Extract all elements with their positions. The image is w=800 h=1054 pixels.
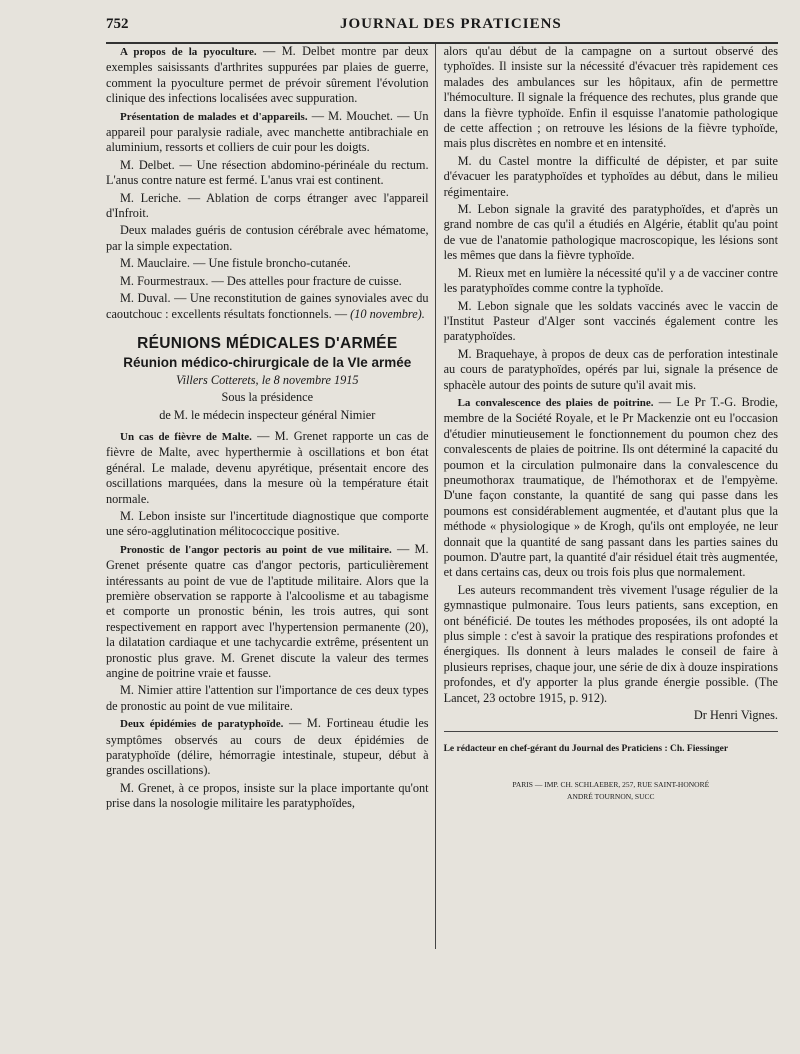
paragraph-text: — M. Delbet montre par deux exemples saisissants d'arthrites suppurées par plaies de guerre, comment la pyoculture permet de prévoir sûrement l'évolution clinique des infections localisées avec suppuration. bbox=[106, 44, 429, 106]
paragraph: M. Grenet, à ce propos, insiste sur la place importante qu'ont prise dans la nosologie militaire les paratyphoïdes, bbox=[106, 780, 429, 811]
paragraph-text: — M. Mouchet. — Un appareil pour paralysie radiale, avec manchette antibrachiale en aluminium, ressorts et colliers de cuir pour les doigts. bbox=[106, 108, 429, 155]
paragraph bbox=[106, 44, 429, 107]
paragraph-text: — Le Pr T.-G. Brodie, membre de la Société Royale, et le Pr Mackenzie ont eu l'occasion d'étudier minutieusement le fonctionnement du poumon chez des convalescents de plaies de poitrine. Ils ont déterminé la capacité du poumon et la circulation pulmonaire dans la convalescence du pneumothorax traumatique, de l'hémothorax et de l'empyème. D'une façon constante, la quantité de sang qui passe dans les poumons est considérablement augmentée, et d'autant plus que la méthode « physiologique » de Krogh, qu'ils ont employée, ne leur donnait que la quantité de sang passant dans les parties saines du poumon. D'autre part, la quantité d'air résiduel était très augmentée, et dans certains cas, deux ou trois fois plus que normalement. bbox=[443, 394, 778, 580]
printer-line: PARIS — IMP. CH. SCHLAEBER, 257, RUE SAINT-HONORÉ bbox=[512, 779, 710, 789]
page-header bbox=[90, 14, 778, 42]
section-title: RÉUNIONS MÉDICALES D'ARMÉE bbox=[137, 334, 398, 352]
signature: Dr Henri Vignes. bbox=[693, 708, 778, 723]
page-number: 752 bbox=[106, 16, 129, 32]
paragraph: M. Lebon signale la gravité des paratyphoïdes, et d'après un grand nombre de cas qu'il a étudiés en Algérie, établit qu'au point de vue de l'anatomie pathologique macroscopique, les lésions sont les mêmes que dans la fièvre typhoïde. bbox=[443, 202, 778, 263]
paragraph-lead: Pronostic de l'angor pectoris au point de vue militaire. bbox=[120, 543, 392, 556]
paragraph: M. Lebon insiste sur l'incertitude diagnostique que comporte une séro-agglutination mélitococcique positive. bbox=[106, 508, 429, 539]
left-column bbox=[106, 44, 435, 949]
paragraph: Les auteurs recommandent très vivement l'usage régulier de la gymnastique pulmonaire. Tous leurs patients, sans exception, en ont bénéficié. De toutes les méthodes proposées, ils ont adopté la plus simple : c'est à savoir la pratique des respirations profondes et énergiques. Ils donnent à leurs malades le conseil de faire à plusieurs reprises, chaque jour, une série de dix à douze inspirations profondes, et d'y apporter la plus grande énergie possible. (The Lancet, 23 octobre 1915, p. 912). bbox=[443, 582, 778, 705]
paragraph: alors qu'au début de la campagne on a surtout observé des typhoïdes. Il insiste sur la nécessité d'évacuer très rapidement ces malades des ambulances sur les hôpitaux, afin de permettre l'hémoculture. Il signale la fréquence des rechutes, plus grande que dans la fièvre typhoïde. Enfin il esquisse l'anatomie pathologique de cette affection ; on retrouve les lésions de la fièvre typhoïde, mais plus discrètes en nombre et en intensité. bbox=[443, 44, 778, 151]
paragraph bbox=[106, 109, 429, 156]
paragraph-lead: La convalescence des plaies de poitrine. bbox=[457, 396, 654, 409]
paragraph: M. du Castel montre la difficulté de dépister, et par suite d'évacuer les paratyphoïdes et typhoïdes au début, dans le milieu régimentaire. bbox=[443, 153, 778, 199]
editor-footnote: Le rédacteur en chef-gérant du Journal des Praticiens : Ch. Fiessinger bbox=[444, 731, 778, 757]
paragraph: M. Braquehaye, à propos de deux cas de perforation intestinale au cours de paratyphoïdes, opérés par lui, signale la présence de sphacèle autour des points de suture qu'il avait mis. bbox=[443, 346, 778, 392]
paragraph bbox=[106, 716, 429, 779]
presidence-line: de M. le médecin inspecteur général Nimier bbox=[159, 407, 376, 422]
right-column bbox=[436, 44, 778, 949]
paragraph-text: M. Duval. — Une reconstitution de gaines synoviales avec du caoutchouc : excellents résultats fonctionnels. — bbox=[106, 291, 429, 321]
paragraph: M. Rieux met en lumière la nécessité qu'il y a de vacciner contre les paratyphoïdes comme contre la typhoïde. bbox=[443, 265, 778, 296]
place-date: Villers Cotterets, le 8 novembre 1915 bbox=[175, 372, 359, 387]
paragraph-lead: Un cas de fièvre de Malte. bbox=[120, 430, 252, 443]
paragraph-text: — M. Grenet présente quatre cas d'angor pectoris, particulièrement intéressants au point de vue de l'aptitude militaire. Alors que la première observation se rapporte à l'alcoolisme et au tabagisme et comporte un pronostic bénin, les trois autres, qui sont respectivement en rapport avec l'hypertension permanente (20), la dilatation cardiaque et une tachycardie extrême, présentent un pronostic plus grave. M. Grenet discute la valeur des termes angine de poitrine vraie et fausse. bbox=[106, 541, 429, 681]
paragraph-text: — M. Grenet rapporte un cas de fièvre de Malte, avec hyperthermie à oscillations et bon état général. Le malade, devenu apyrétique, présentait encore des oscillations marquées, dans la mesure où la température était normale. bbox=[106, 428, 429, 506]
presidence-line: Sous la présidence bbox=[221, 390, 314, 405]
journal-title: JOURNAL DES PRATICIENS bbox=[340, 16, 562, 32]
paragraph: M. Leriche. — Ablation de corps étranger avec l'appareil d'Infroit. bbox=[106, 190, 429, 221]
paragraph: M. Mauclaire. — Une fistule broncho-cutanée. bbox=[120, 256, 351, 271]
paragraph: M. Nimier attire l'attention sur l'importance de ces deux types de pronostic au point de vue militaire. bbox=[106, 683, 429, 713]
paragraph-date: (10 novembre). bbox=[350, 306, 425, 321]
paragraph-text: — M. Fortineau étudie les symptômes observés au cours de deux épidémies de paratyphoïde (délire, hémorragie intestinale, stupeur, début à grandes oscillations). bbox=[106, 716, 429, 778]
paragraph bbox=[106, 429, 429, 507]
paragraph: M. Delbet. — Une résection abdomino-périnéale du rectum. L'anus contre nature est fermé. L'anus vrai est continent. bbox=[106, 157, 429, 188]
paragraph: Deux malades guéris de contusion cérébrale avec hématome, par la simple expectation. bbox=[106, 223, 429, 253]
paragraph: M. Lebon signale que les soldats vaccinés avec le vaccin de l'Institut Pasteur d'Alger sont vaccinés également contre les paratyphoïdes. bbox=[443, 298, 778, 344]
paragraph bbox=[444, 395, 778, 581]
two-column-body bbox=[106, 44, 778, 949]
paragraph bbox=[106, 291, 429, 322]
section-subtitle: Réunion médico-chirurgicale de la VIe armée bbox=[123, 355, 412, 371]
paragraph: M. Fourmestraux. — Des attelles pour fracture de cuisse. bbox=[120, 273, 402, 288]
paragraph-lead: Présentation de malades et d'appareils. bbox=[120, 110, 308, 123]
paragraph-lead: A propos de la pyoculture. bbox=[120, 46, 257, 58]
paragraph bbox=[106, 542, 429, 682]
printer-line: ANDRÉ TOURNON, SUCC bbox=[567, 791, 655, 801]
paragraph-lead: Deux épidémies de paratyphoïde. bbox=[120, 718, 284, 731]
